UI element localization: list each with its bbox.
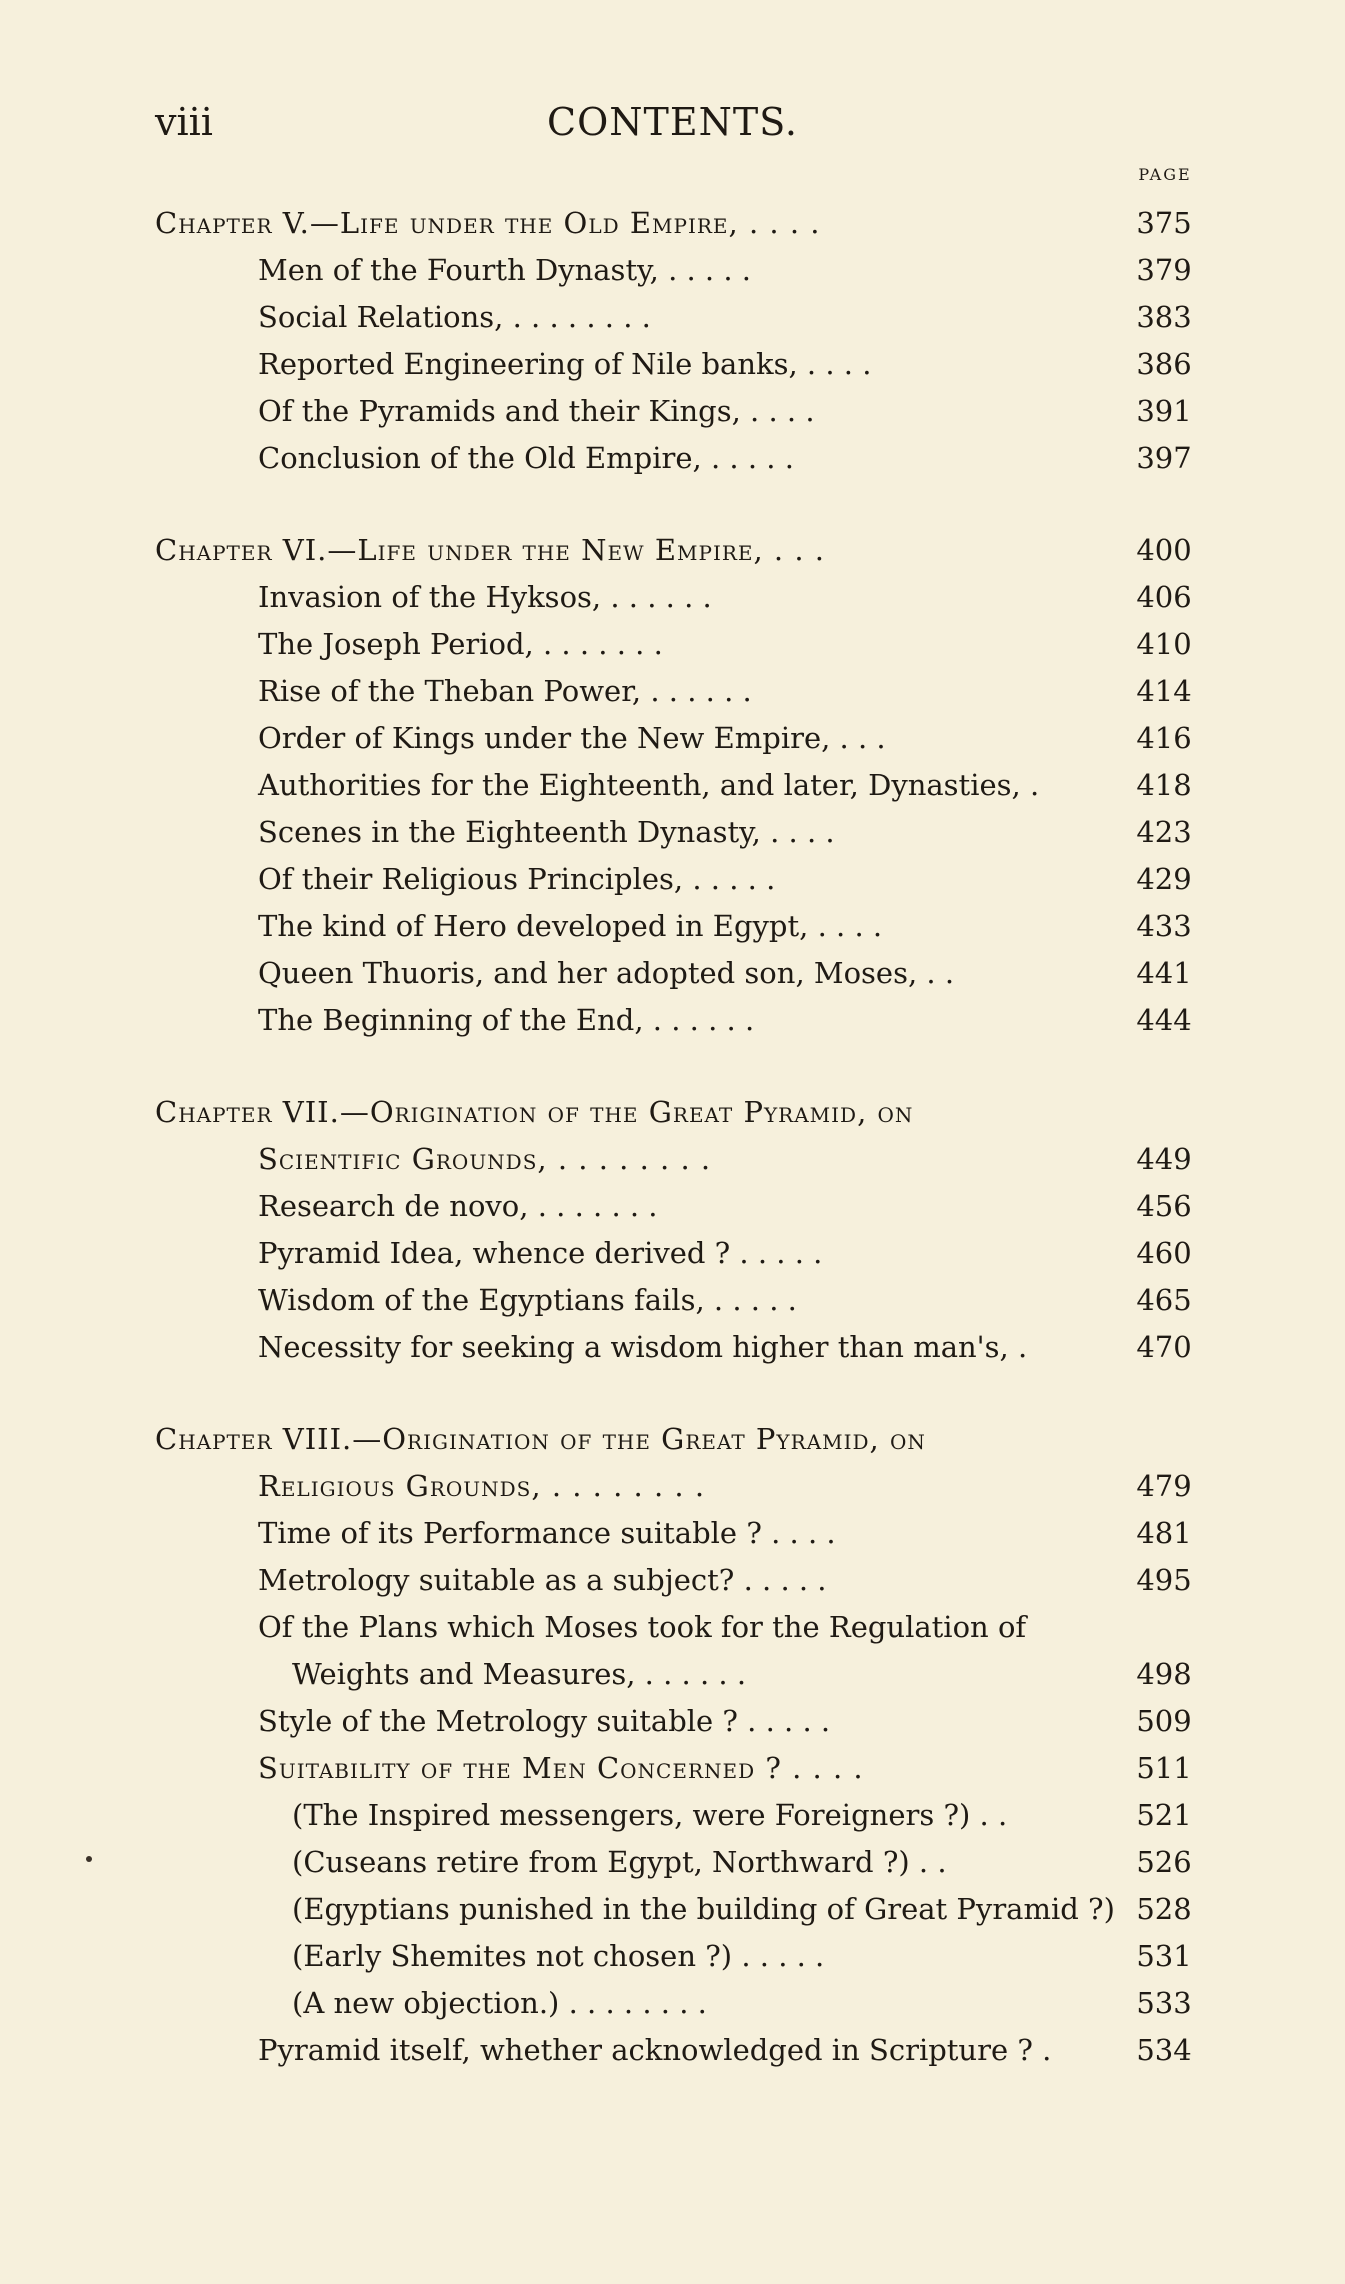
entry-title: Pyramid itself, whether acknowledged in Scripture ? .: [258, 2033, 1052, 2067]
entry-title: Of the Plans which Moses took for the Regulation of: [258, 1610, 1027, 1644]
toc-entry: [0, 762, 1345, 809]
toc-entry: [0, 1557, 1345, 1604]
page-reference: 521: [1136, 1798, 1192, 1832]
page-reference: 418: [1136, 768, 1192, 802]
toc-entry: [0, 1230, 1345, 1277]
page-reference: 406: [1136, 580, 1192, 614]
section-gap: [0, 482, 1345, 527]
toc-entry: [0, 903, 1345, 950]
chapter-title: Chapter VII.—Origination of the Great Pyramid, on: [155, 1095, 914, 1129]
page-reference: 375: [1136, 206, 1192, 240]
toc-entry: [0, 1604, 1345, 1651]
page-number: viii: [155, 100, 213, 144]
toc-entry: [0, 1183, 1345, 1230]
chapter-heading-line: [0, 1463, 1345, 1510]
page-reference: 526: [1136, 1845, 1192, 1879]
entry-title: Men of the Fourth Dynasty, . . . . .: [258, 253, 752, 287]
entry-title: Of the Pyramids and their Kings, . . . .: [258, 394, 815, 428]
entry-title: Necessity for seeking a wisdom higher than man's, .: [258, 1330, 1028, 1364]
page-reference: 479: [1136, 1469, 1192, 1503]
entry-title: Wisdom of the Egyptians fails, . . . . .: [258, 1283, 797, 1317]
chapter-heading-line: [0, 1136, 1345, 1183]
entry-title: Social Relations, . . . . . . . .: [258, 300, 651, 334]
toc-entry: [0, 341, 1345, 388]
toc-entry: [0, 1324, 1345, 1371]
page-reference: 531: [1136, 1939, 1192, 1973]
entry-title: Queen Thuoris, and her adopted son, Moses, . .: [258, 956, 955, 990]
toc-entry: [0, 1510, 1345, 1557]
entry-title: (Early Shemites not chosen ?) . . . . .: [292, 1939, 825, 1973]
page-reference: 410: [1136, 627, 1192, 661]
toc-entry: [0, 1277, 1345, 1324]
page-reference: 423: [1136, 815, 1192, 849]
page-reference: 498: [1136, 1657, 1192, 1691]
chapter-title: Chapter VIII.—Origination of the Great Pyramid, on: [155, 1422, 926, 1456]
entry-title: (The Inspired messengers, were Foreigners ?) . .: [292, 1798, 1008, 1832]
entry-title: Time of its Performance suitable ? . . . .: [258, 1516, 836, 1550]
page-reference: 416: [1136, 721, 1192, 755]
toc-entry: [0, 388, 1345, 435]
page-reference: 397: [1136, 441, 1192, 475]
page-reference: 534: [1136, 2033, 1192, 2067]
entry-title: (Cuseans retire from Egypt, Northward ?) . .: [292, 1845, 947, 1879]
entry-title: Weights and Measures, . . . . . .: [292, 1657, 747, 1691]
page-reference: 433: [1136, 909, 1192, 943]
section-gap: [0, 1044, 1345, 1089]
entry-title: Pyramid Idea, whence derived ? . . . . .: [258, 1236, 823, 1270]
chapter-heading-line: [0, 200, 1345, 247]
section-gap: [0, 1371, 1345, 1416]
page-reference: 386: [1136, 347, 1192, 381]
entry-title: Style of the Metrology suitable ? . . . . .: [258, 1704, 831, 1738]
chapter-title: Religious Grounds, . . . . . . . .: [258, 1469, 706, 1503]
page-reference: 495: [1136, 1563, 1192, 1597]
entry-title: The kind of Hero developed in Egypt, . . . .: [258, 909, 883, 943]
running-title: CONTENTS.: [547, 100, 798, 144]
chapter-title: Chapter V.—Life under the Old Empire, . . . .: [155, 206, 821, 240]
toc-entry: [0, 997, 1345, 1044]
toc-entry: [0, 715, 1345, 762]
toc-entry: [0, 1933, 1345, 1980]
page-reference: 470: [1136, 1330, 1192, 1364]
toc-entry: [0, 1980, 1345, 2027]
toc-entry: [0, 247, 1345, 294]
page-reference: 533: [1136, 1986, 1192, 2020]
page-reference: 511: [1136, 1751, 1192, 1785]
toc-entry: [0, 856, 1345, 903]
page-reference: 460: [1136, 1236, 1192, 1270]
entry-title: (Egyptians punished in the building of Great Pyramid ?): [292, 1892, 1115, 1926]
page-column-label: PAGE: [1138, 165, 1192, 184]
toc-entry: [0, 1839, 1345, 1886]
page-reference: 379: [1136, 253, 1192, 287]
entry-title: Order of Kings under the New Empire, . . .: [258, 721, 886, 755]
toc-entry: [0, 621, 1345, 668]
table-of-contents: [0, 200, 1345, 2074]
chapter-heading-line: [0, 1416, 1345, 1463]
entry-title: Invasion of the Hyksos, . . . . . .: [258, 580, 712, 614]
page-reference: 449: [1136, 1142, 1192, 1176]
page-reference: 444: [1136, 1003, 1192, 1037]
page-reference: 509: [1136, 1704, 1192, 1738]
entry-title: Conclusion of the Old Empire, . . . . .: [258, 441, 794, 475]
page-reference: 383: [1136, 300, 1192, 334]
ink-speck: [86, 1856, 92, 1862]
page-reference: 456: [1136, 1189, 1192, 1223]
toc-entry: [0, 1886, 1345, 1933]
entry-title: Reported Engineering of Nile banks, . . . .: [258, 347, 872, 381]
page-reference: 414: [1136, 674, 1192, 708]
entry-title: The Beginning of the End, . . . . . .: [258, 1003, 755, 1037]
entry-title: (A new objection.) . . . . . . . .: [292, 1986, 707, 2020]
toc-entry: [0, 435, 1345, 482]
entry-title: Scenes in the Eighteenth Dynasty, . . . .: [258, 815, 835, 849]
entry-title: Authorities for the Eighteenth, and later, Dynasties, .: [258, 768, 1040, 802]
toc-entry: [0, 574, 1345, 621]
toc-entry: [0, 1745, 1345, 1792]
page-reference: 465: [1136, 1283, 1192, 1317]
toc-entry: [0, 294, 1345, 341]
chapter-heading-line: [0, 527, 1345, 574]
toc-entry: [0, 950, 1345, 997]
entry-title: Rise of the Theban Power, . . . . . .: [258, 674, 752, 708]
page-reference: 429: [1136, 862, 1192, 896]
entry-title: Research de novo, . . . . . . .: [258, 1189, 658, 1223]
page-reference: 441: [1136, 956, 1192, 990]
entry-title: The Joseph Period, . . . . . . .: [258, 627, 663, 661]
page-reference: 391: [1136, 394, 1192, 428]
toc-entry: [0, 2027, 1345, 2074]
page-reference: 400: [1136, 533, 1192, 567]
page-reference: 481: [1136, 1516, 1192, 1550]
toc-entry: [0, 809, 1345, 856]
chapter-title: Chapter VI.—Life under the New Empire, . . .: [155, 533, 826, 567]
toc-entry: [0, 668, 1345, 715]
entry-title: Metrology suitable as a subject? . . . . .: [258, 1563, 827, 1597]
page-header: [0, 100, 1345, 160]
entry-title: Of their Religious Principles, . . . . .: [258, 862, 776, 896]
chapter-title: Scientific Grounds, . . . . . . . .: [258, 1142, 712, 1176]
page-reference: 528: [1136, 1892, 1192, 1926]
chapter-heading-line: [0, 1089, 1345, 1136]
toc-entry: [0, 1698, 1345, 1745]
entry-title: Suitability of the Men Concerned ? . . . .: [258, 1751, 864, 1785]
toc-entry: [0, 1792, 1345, 1839]
toc-entry: [0, 1651, 1345, 1698]
